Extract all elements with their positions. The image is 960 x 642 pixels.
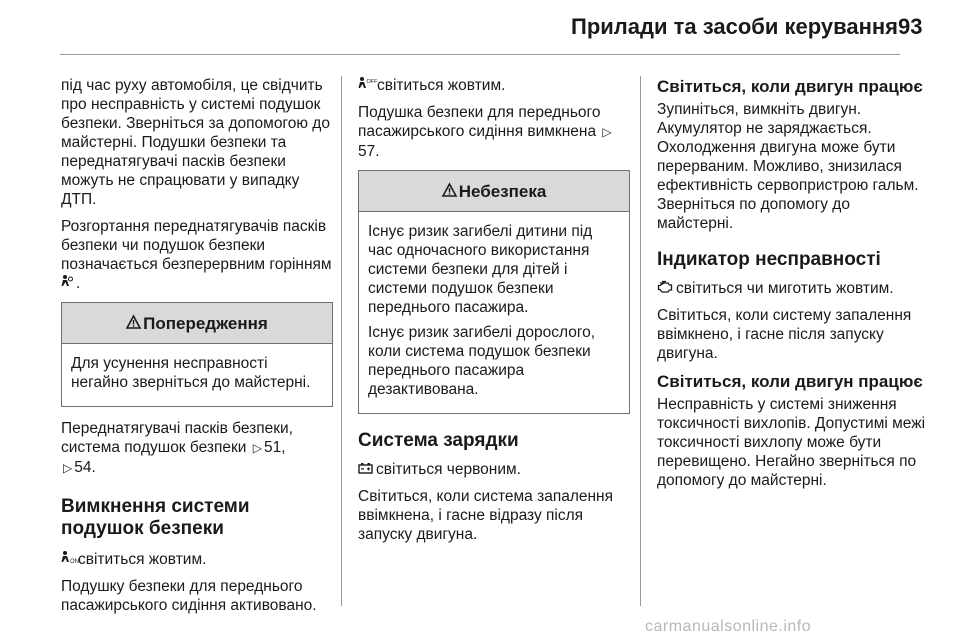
paragraph: під час руху автомобіля, це свідчить про несправність у системі подушок безпеки. Зверніться за допомогою до майстерні. Подушки безпеки та переднатягувачі пасків безпеки можуть не спрацювати у випадку ДТП. [61,77,330,208]
paragraph: Подушка безпеки для переднього пасажирського сидіння вимкнена ▷57. [358,104,612,160]
warning-box-body: Для усунення несправності негайно зверніться до майстерні. [71,355,311,391]
page-number: 93 [898,14,923,39]
engine-icon [657,279,673,298]
paragraph: ON світиться жовтим. [61,550,333,569]
paragraph: Переднатягувачі пасків безпеки, система подушок безпеки ▷ 51, ▷ 54. [61,420,293,476]
page-reference-arrow-icon: ▷ [252,441,262,455]
paragraph: Світиться, коли система запалення ввімкнена, і гасне відразу після запуску двигуна. [358,488,614,543]
watermark: carmanualsonline.info [645,618,812,635]
page-reference-arrow-icon: ▷ [602,125,612,139]
paragraph: Розгортання переднатягувачів пасків безпеки чи подушок безпеки позначається безперервним горінням . [61,218,332,292]
svg-text:OFF: OFF [366,79,378,85]
section-heading: Вимкнення системи подушок безпеки [61,496,250,539]
paragraph: Світиться, коли систему запалення ввімкнено, і гасне після запуску двигуна. [657,307,912,362]
section-heading: Індикатор несправності [657,249,881,270]
column-2 [358,76,630,552]
battery-icon [358,460,373,479]
paragraph: Зупиніться, вимкніть двигун. Акумулятор не заряджається. Охолодження двигуна може бути перерваним. Можливо, знизилася ефективність сервопристрою гальм. Зверніться по допомогу до майстерні. [657,101,919,232]
column-1 [61,76,333,623]
danger-box-body: Існує ризик загибелі дитини під час одночасного використання системи безпеки для дітей і системи подушок безпеки переднього пасажира. Існує ризик загибелі дорослого, коли система подушок безпеки переднього пасажира дезактивована. [368,223,596,398]
danger-box-header: Небезпека [359,171,629,212]
paragraph: OFF світиться жовтим. [358,76,630,95]
airbag-on-icon [61,550,79,569]
header-divider [60,54,900,55]
paragraph: світиться червоним. [358,460,630,479]
airbag-icon [61,274,73,293]
danger-box [358,170,630,414]
paragraph: Несправність у системі зниження токсичності вихлопів. Допустимі межі токсичності вихлопу може бути перевищено. Негайно зверніться по допомогу до майстерні. [657,396,926,489]
paragraph: Подушку безпеки для переднього пасажирського сидіння активовано. [61,578,317,614]
svg-text:ON: ON [70,559,79,565]
warning-triangle-icon [442,182,457,201]
warning-box [61,302,333,407]
column-divider-1 [341,76,342,606]
column-3 [657,76,929,498]
page-header-title: Прилади та засоби керування [571,14,899,39]
sub-heading: Світиться, коли двигун працює [657,77,923,96]
page-reference-arrow-icon: ▷ [63,461,73,475]
sub-heading: Світиться, коли двигун працює [657,372,923,391]
warning-triangle-icon [126,314,141,333]
airbag-off-icon [358,76,378,95]
column-divider-2 [640,76,641,606]
paragraph: світиться чи миготить жовтим. [657,279,929,298]
warning-box-header: Попередження [62,303,332,344]
section-heading: Система зарядки [358,430,519,451]
